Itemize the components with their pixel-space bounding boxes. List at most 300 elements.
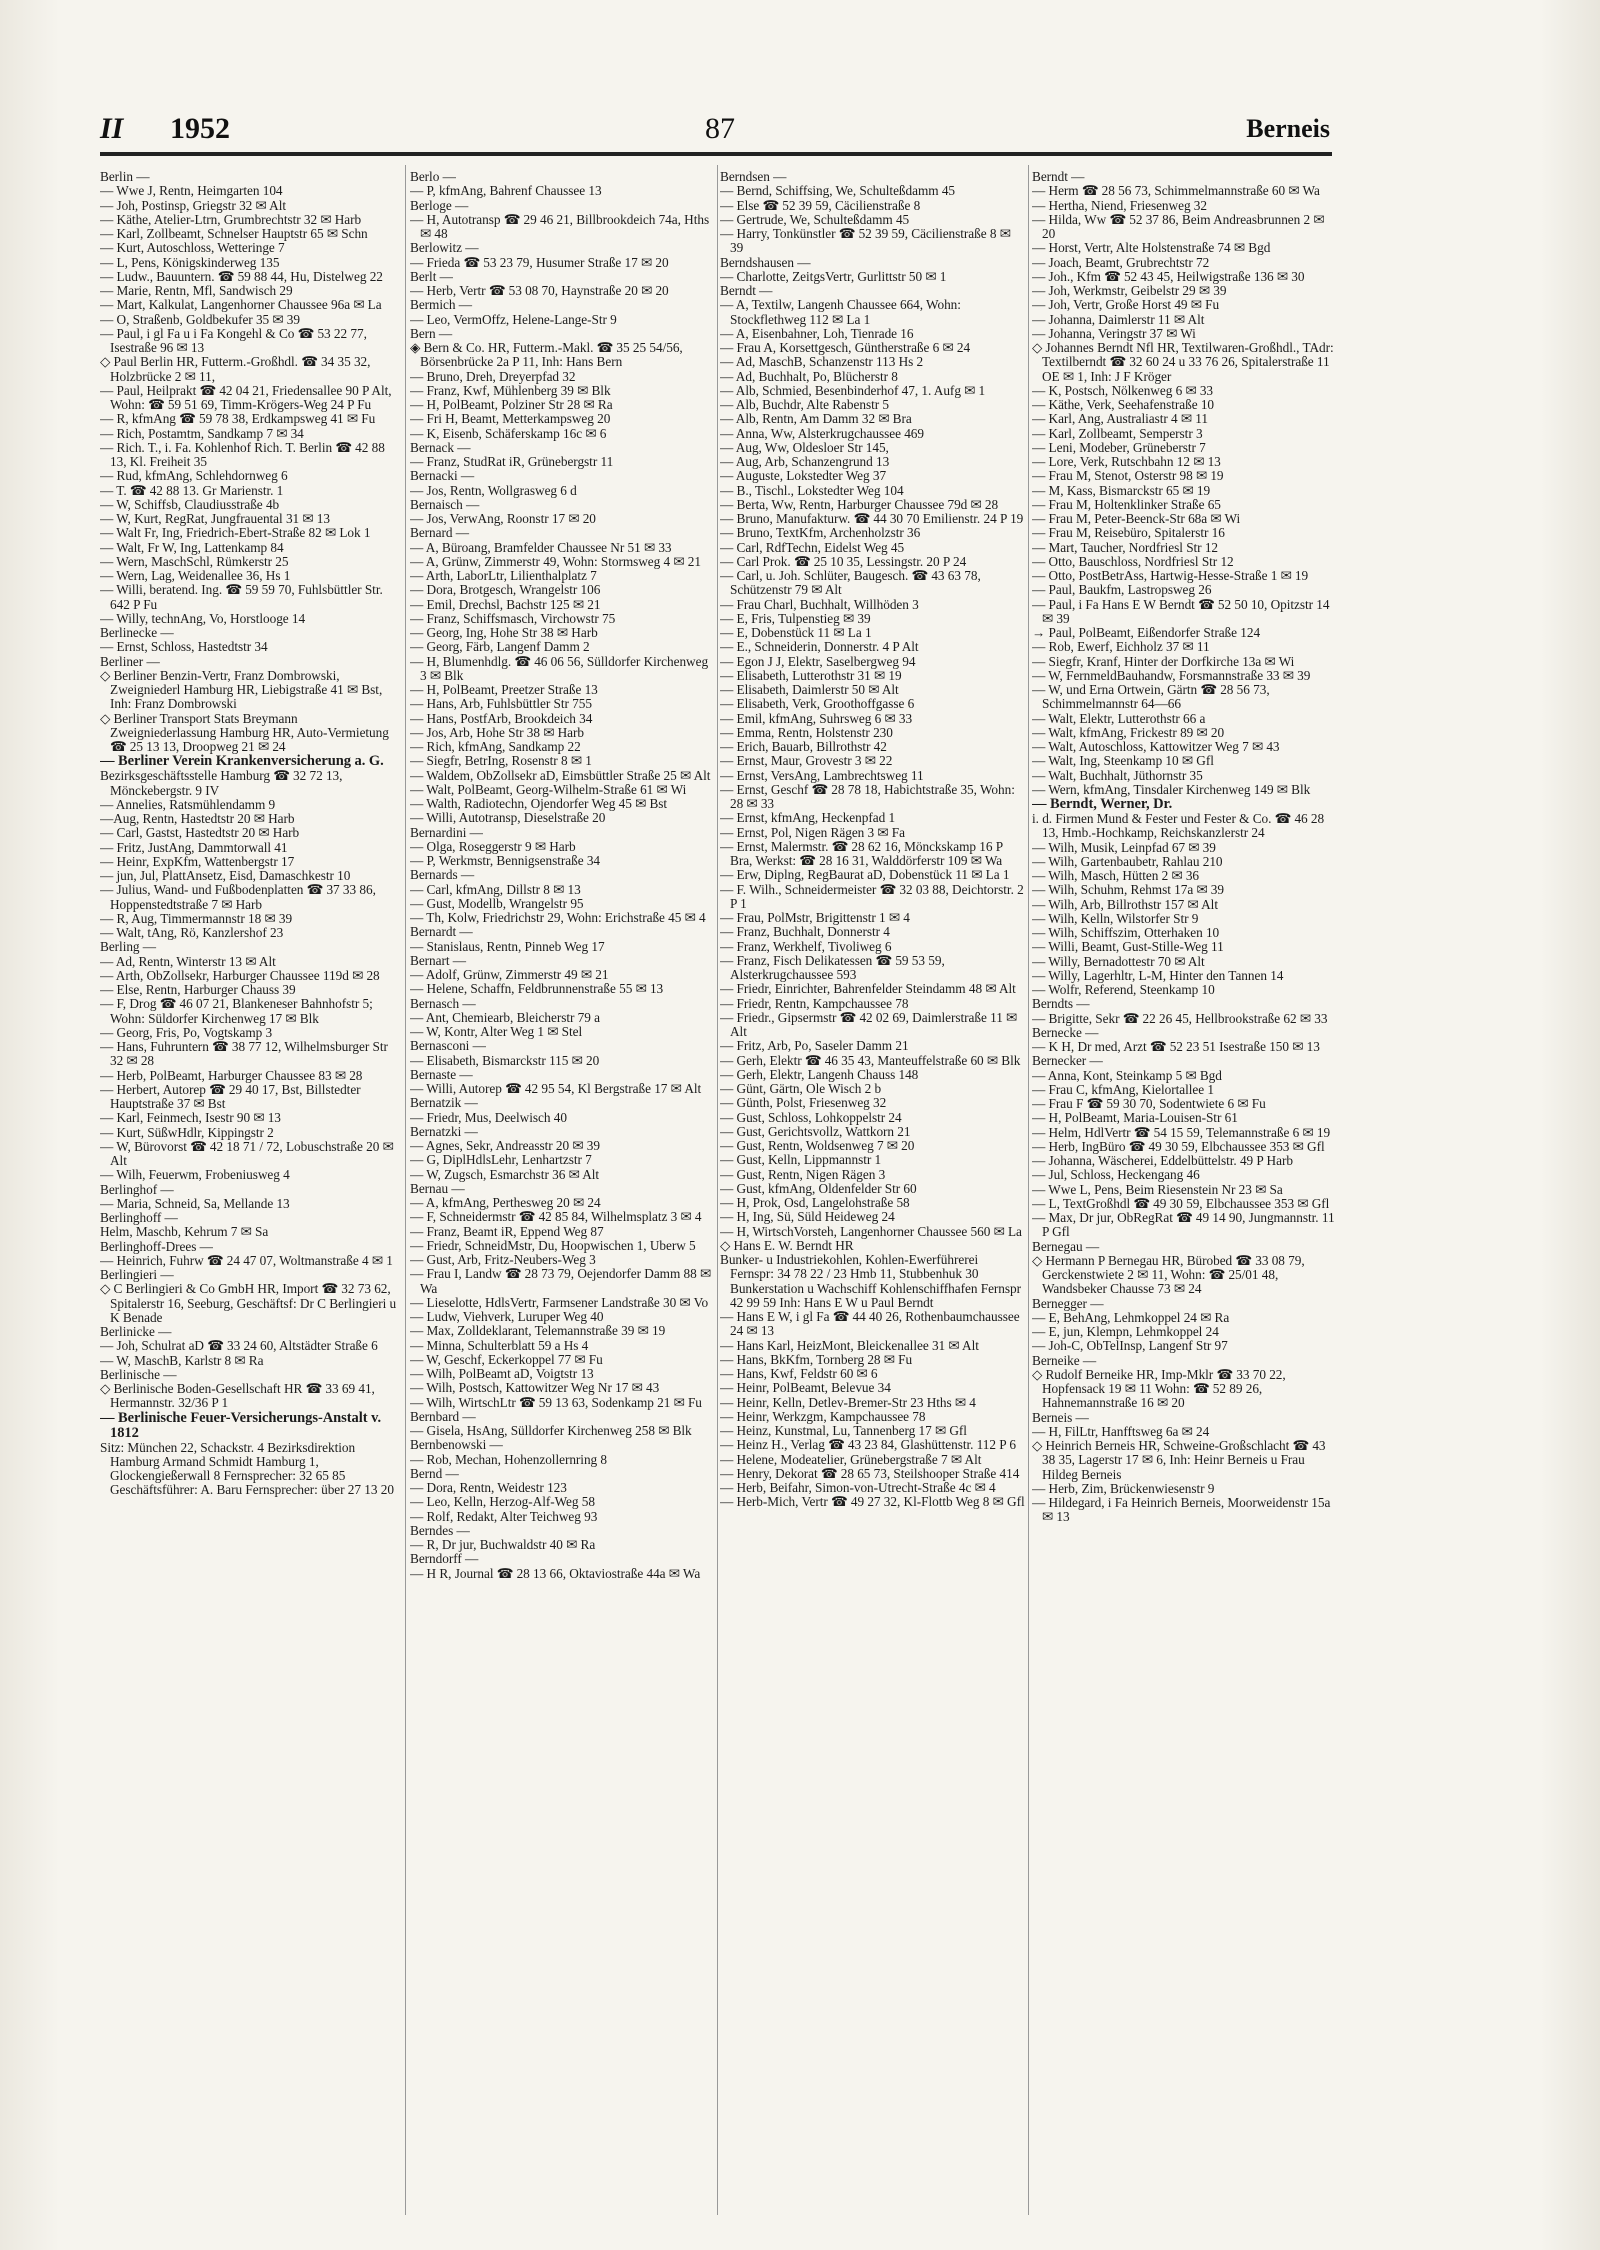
directory-entry: — Johanna, Veringstr 37 ✉ Wi — [1032, 325, 1196, 341]
directory-entry: — Auguste, Lokstedter Weg 37 — [720, 468, 887, 484]
directory-entry: — H R, Journal ☎ 28 13 66, Oktaviostraße 44a ✉ Wa — [410, 1565, 701, 1581]
directory-entry: — Walt, Elektr, Lutterothstr 66 a — [1032, 710, 1206, 726]
directory-entry: — Alb, Rentn, Am Damm 32 ✉ Bra — [720, 411, 912, 427]
directory-entry: — Karl, Ang, Australiastr 4 ✉ 11 — [1032, 411, 1208, 427]
directory-entry: — Elisabeth, Daimlerstr 50 ✉ Alt — [720, 682, 899, 697]
directory-entry: ◇ Berliner Benzin-Vertr, Franz Dombrowski, Zweigniederl Hamburg HR, Liebigstraße 41 ✉ Bst, Inh: Franz Dombrowski — [100, 667, 383, 712]
directory-entry: Bernart — — [410, 952, 467, 968]
directory-entry: — Jos, Rentn, Wollgrasweg 6 d — [410, 482, 577, 498]
directory-entry: Bernards — — [410, 867, 475, 883]
directory-entry: — Herm ☎ 28 56 73, Schimmelmannstraße 60 ✉ Wa — [1032, 183, 1320, 199]
header-rule — [100, 152, 1332, 156]
directory-entry: — Walt Fr, Ing, Friedrich-Ebert-Straße 82 ✉ Lok 1 — [100, 525, 371, 541]
directory-entry: — Frau A, Korsettgesch, Güntherstraße 6 ✉ 24 — [720, 340, 971, 355]
directory-entry: — Gertrude, We, Schulteßdamm 45 — [720, 211, 910, 227]
directory-entry: — Ad, Buchhalt, Po, Blücherstr 8 — [720, 368, 898, 384]
directory-entry: — Charlotte, ZeitgsVertr, Gurlittstr 50 ✉ 1 — [720, 268, 947, 284]
directory-entry: — Bruno, Dreh, Dreyerpfad 32 — [410, 368, 576, 384]
directory-entry: — H, Blumenhdlg. ☎ 46 06 56, Sülldorfer Kirchenweg 3 ✉ Blk — [410, 653, 709, 683]
directory-entry: — Frieda ☎ 53 23 79, Husumer Straße 17 ✉ 20 — [410, 254, 669, 270]
directory-entry: — Karl, Feinmech, Isestr 90 ✉ 13 — [100, 1110, 281, 1126]
directory-entry: Berlinghof — — [100, 1181, 174, 1197]
directory-entry: — G, DiplHdlsLehr, Lenhartzstr 7 — [410, 1152, 592, 1168]
directory-entry: Berndes — — [410, 1522, 470, 1538]
directory-entry: — Hans, PostfArb, Brookdeich 34 — [410, 710, 593, 726]
directory-entry: Bernack — — [410, 439, 471, 455]
directory-entry: — Wilh, Musik, Leinpfad 67 ✉ 39 — [1032, 839, 1216, 855]
directory-entry: — Walt, Buchhalt, Jüthornstr 35 — [1032, 767, 1203, 783]
directory-entry: — Franz, Beamt iR, Eppend Weg 87 — [410, 1223, 604, 1239]
directory-entry: — Bernd, Schiffsing, We, Schulteßdamm 45 — [720, 183, 956, 199]
directory-entry: — A, kfmAng, Perthesweg 20 ✉ 24 — [410, 1195, 601, 1210]
directory-entry: — R, kfmAng ☎ 59 78 38, Erdkampsweg 41 ✉ Fu — [100, 411, 376, 427]
directory-entry: — A, Textilw, Langenh Chaussee 664, Wohn: Stockflethweg 112 ✉ La 1 — [720, 297, 961, 327]
directory-entry: — Aug, Ww, Oldesloer Str 145, — [720, 439, 889, 455]
directory-entry: ◇ Paul Berlin HR, Futterm.-Großhdl. ☎ 34 35 32, Holzbrücke 2 ✉ 11, — [100, 354, 371, 384]
directory-entry: ◇ Rudolf Berneike HR, Imp-Mklr ☎ 33 70 22, Hopfensack 19 ✉ 11 Wohn: ☎ 52 89 26, Hahnemannstraße 16 ✉ 20 — [1032, 1366, 1286, 1411]
directory-entry: — Frau M, Peter-Beenck-Str 68a ✉ Wi — [1032, 511, 1241, 526]
directory-entry: — Georg, Ing, Hohe Str 38 ✉ Harb — [410, 625, 598, 640]
directory-entry: — Joh, Werkmstr, Geibelstr 29 ✉ 39 — [1032, 283, 1227, 298]
directory-entry: — R, Aug, Timmermannstr 18 ✉ 39 — [100, 910, 293, 926]
directory-entry: — Gust, Arb, Fritz-Neubers-Weg 3 — [410, 1252, 596, 1267]
directory-entry: — P, kfmAng, Bahrenf Chaussee 13 — [410, 183, 602, 199]
directory-entry: — Fritz, Arb, Po, Saseler Damm 21 — [720, 1038, 909, 1054]
directory-entry: Bernacki — — [410, 468, 475, 484]
directory-entry: — W, Geschf, Eckerkoppel 77 ✉ Fu — [410, 1351, 603, 1367]
directory-entry: — H, PolBeamt, Preetzer Straße 13 — [410, 682, 598, 697]
directory-entry: Berndsen — — [720, 170, 787, 184]
directory-entry: — Max, Zolldeklarant, Telemannstraße 39 ✉ 19 — [410, 1323, 666, 1339]
directory-entry: — Friedr, SchneidMstr, Du, Hoopwischen 1, Uberw 5 — [410, 1237, 696, 1253]
directory-entry: — E, Dobenstück 11 ✉ La 1 — [720, 625, 872, 640]
directory-entry: — W, Kurt, RegRat, Jungfrauental 31 ✉ 13 — [100, 511, 330, 526]
directory-entry: — Georg, Fris, Po, Vogtskamp 3 — [100, 1024, 273, 1040]
directory-entry: — Käthe, Verk, Seehafenstraße 10 — [1032, 397, 1215, 412]
directory-entry: — Willy, Bernadottestr 70 ✉ Alt — [1032, 953, 1205, 969]
directory-entry: i. d. Firmen Mund & Fester und Fester & Co. ☎ 46 28 13, Hmb.-Hochkamp, Reichskanzlerstr 24 — [1032, 811, 1325, 841]
directory-entry: Berndorff — — [410, 1551, 479, 1567]
directory-entry: — P, Werkmstr, Bennigsenstraße 34 — [410, 853, 601, 868]
directory-entry: — Frau, PolMstr, Brigittenstr 1 ✉ 4 — [720, 910, 910, 925]
directory-entry: ◇ C Berlingieri & Co GmbH HR, Import ☎ 32 73 62, Spitalerstr 16, Seeburg, Geschäftsf: Dr C Berlingieri u K Benade — [100, 1281, 397, 1325]
directory-entry: — Carl, RdfTechn, Eidelst Weg 45 — [720, 539, 905, 555]
directory-entry: — Brigitte, Sekr ☎ 22 26 45, Hellbrookstraße 62 ✉ 33 — [1032, 1010, 1328, 1026]
directory-entry: — Heinr, ExpKfm, Wattenbergstr 17 — [100, 853, 295, 869]
directory-entry: — Franz, Schiffsmasch, Virchowstr 75 — [410, 610, 616, 626]
directory-entry: Bezirksgeschäftsstelle Hamburg ☎ 32 72 13, Mönckebergstr. 9 IV — [100, 768, 343, 798]
directory-entry: — Gust, Gerichtsvollz, Wattkorn 21 — [720, 1123, 911, 1139]
column-divider — [717, 165, 718, 2215]
directory-entry: — Elisabeth, Bismarckstr 115 ✉ 20 — [410, 1052, 600, 1068]
directory-entry: — Wwe L, Pens, Beim Riesenstein Nr 23 ✉ Sa — [1032, 1181, 1283, 1197]
directory-entry: — Wilh, Kelln, Wilstorfer Str 9 — [1032, 910, 1199, 926]
directory-entry: — K H, Dr med, Arzt ☎ 52 23 51 Isestraße 150 ✉ 13 — [1032, 1039, 1320, 1054]
directory-entry: — Arth, ObZollsekr, Harburger Chaussee 119d ✉ 28 — [100, 967, 380, 983]
directory-entry: — Johanna, Wäscherei, Eddelbüttelstr. 49 P Harb — [1032, 1153, 1293, 1168]
directory-entry: — Günth, Polst, Friesenweg 32 — [720, 1095, 887, 1111]
directory-entry: Bernau — — [410, 1180, 465, 1196]
directory-entry: — Wilh, PolBeamt aD, Voigtstr 13 — [410, 1366, 594, 1381]
directory-entry: Bermich — — [410, 297, 472, 313]
directory-entry: Berlowitz — — [410, 240, 479, 256]
directory-entry: — Willy, Lagerhltr, L-M, Hinter den Tannen 14 — [1032, 967, 1284, 983]
directory-entry: — Friedr., Gipsermstr ☎ 42 02 69, Daimlerstraße 11 ✉ Alt — [720, 1009, 1018, 1039]
directory-entry: — Leo, VermOffz, Helene-Lange-Str 9 — [410, 311, 617, 327]
directory-entry: — Franz, Kwf, Mühlenberg 39 ✉ Blk — [410, 382, 611, 398]
directory-entry: Bernardini — — [410, 824, 483, 840]
directory-entry: ◇ Johannes Berndt Nfl HR, Textilwaren-Großhdl., TAdr: Textilberndt ☎ 32 60 24 u 33 76 26, Spitalerstraße 11 OE ✉ 1, Inh: J F Kröger — [1032, 340, 1334, 384]
directory-entry: — Maria, Schneid, Sa, Mellande 13 — [100, 1195, 290, 1211]
directory-entry: — Hildegard, i Fa Heinrich Berneis, Moorweidenstr 15a ✉ 13 — [1032, 1495, 1331, 1525]
directory-entry: — Willi, beratend. Ing. ☎ 59 59 70, Fuhlsbüttler Str. 642 P Fu — [100, 582, 383, 612]
directory-entry: ◈ Bern & Co. HR, Futterm.-Makl. ☎ 35 25 54/56, Börsenbrücke 2a P 11, Inh: Hans Bern — [410, 340, 683, 370]
directory-entry: — Rob, Ewerf, Eichholz 37 ✉ 11 — [1032, 639, 1210, 655]
directory-entry: — Gerh, Elektr ☎ 46 35 43, Manteuffelstraße 60 ✉ Blk — [720, 1052, 1021, 1068]
directory-entry: — M, Kass, Bismarckstr 65 ✉ 19 — [1032, 482, 1211, 498]
directory-entry: — Wern, Lag, Weidenallee 36, Hs 1 — [100, 568, 291, 583]
directory-entry: — Käthe, Atelier-Ltrn, Grumbrechtstr 32 ✉ Harb — [100, 211, 362, 227]
directory-entry: — Frau C, kfmAng, Kielortallee 1 — [1032, 1081, 1214, 1097]
directory-entry: — Rich, Postamtm, Sandkamp 7 ✉ 34 — [100, 425, 304, 441]
directory-entry: — Karl, Zollbeamt, Schnelser Hauptstr 65 ✉ Schn — [100, 226, 368, 241]
directory-entry: — W, Zugsch, Esmarchstr 36 ✉ Alt — [410, 1166, 600, 1182]
directory-entry: — Franz, Buchhalt, Donnerstr 4 — [720, 924, 890, 940]
directory-entry: — Frau Charl, Buchhalt, Willhöden 3 — [720, 596, 919, 612]
directory-entry: — E, BehAng, Lehmkoppel 24 ✉ Ra — [1032, 1309, 1230, 1325]
directory-entry: — Mart, Kalkulat, Langenhorner Chaussee 96a ✉ La — [100, 297, 382, 313]
directory-entry: Bernecker — — [1032, 1053, 1103, 1069]
volume-label: II — [100, 112, 124, 145]
directory-entry: — Rob, Mechan, Hohenzollernring 8 — [410, 1451, 608, 1467]
directory-entry: — H, PolBeamt, Polziner Str 28 ✉ Ra — [410, 397, 613, 412]
directory-entry: Berling — — [100, 939, 157, 955]
directory-entry: — H, WirtschVorsteh, Langenhorner Chaussee 560 ✉ La — [720, 1223, 1022, 1239]
directory-entry: — Berlinische Feuer-Versicherungs-Anstalt v. 1812 — [100, 1409, 382, 1441]
directory-entry: — Frau F ☎ 59 30 70, Sodentwiete 6 ✉ Fu — [1032, 1096, 1266, 1111]
directory-entry: — Emil, kfmAng, Suhrsweg 6 ✉ 33 — [720, 710, 913, 726]
directory-entry: — Rich. T., i. Fa. Kohlenhof Rich. T. Berlin ☎ 42 88 13, Kl. Freiheit 35 — [100, 439, 385, 469]
directory-column-2 — [410, 170, 715, 2200]
directory-entry: — Stanislaus, Rentn, Pinneb Weg 17 — [410, 938, 605, 954]
directory-entry: — Erich, Bauarb, Billrothstr 42 — [720, 739, 887, 754]
directory-entry: — E, jun, Klempn, Lehmkoppel 24 — [1032, 1324, 1219, 1339]
directory-entry: Berlinische — — [100, 1366, 177, 1382]
directory-entry: — E., Schneiderin, Donnerstr. 4 P Alt — [720, 639, 919, 655]
directory-entry: — Wilh, Postsch, Kattowitzer Weg Nr 17 ✉ 43 — [410, 1380, 660, 1396]
directory-entry: — Ludw., Bauuntern. ☎ 59 88 44, Hu, Distelweg 22 — [100, 268, 383, 284]
directory-entry: — K, Postsch, Nölkenweg 6 ✉ 33 — [1032, 382, 1214, 398]
directory-entry: — Otto, PostBetrAss, Hartwig-Hesse-Straße 1 ✉ 19 — [1032, 568, 1309, 583]
directory-entry: — Julius, Wand- und Fußbodenplatten ☎ 37 33 86, Hoppenstedtstraße 7 ✉ Harb — [100, 882, 376, 912]
directory-entry: — Olga, Roseggerstr 9 ✉ Harb — [410, 838, 576, 854]
directory-entry: — Wilh, Schuhm, Rehmst 17a ✉ 39 — [1032, 882, 1225, 898]
directory-entry: — Helm, HdlVertr ☎ 54 15 59, Telemannstraße 6 ✉ 19 — [1032, 1124, 1331, 1140]
directory-entry: Bernasconi — — [410, 1038, 486, 1054]
directory-entry: — Ad, Rentn, Winterstr 13 ✉ Alt — [100, 953, 276, 969]
directory-entry: — W, Bürovorst ☎ 42 18 71 / 72, Lobuschstraße 20 ✉ Alt — [100, 1138, 394, 1168]
directory-entry: — Karl, Zollbeamt, Semperstr 3 — [1032, 425, 1203, 441]
directory-entry: Berlo — — [410, 170, 456, 184]
directory-entry: — Leni, Modeber, Grüneberstr 7 — [1032, 439, 1206, 455]
directory-entry: — F, Schneidermstr ☎ 42 85 84, Wilhelmsplatz 3 ✉ 4 — [410, 1209, 702, 1225]
directory-entry: Bernatzik — — [410, 1095, 478, 1111]
directory-entry: — Herb, Beifahr, Simon-von-Utrecht-Straße 4c ✉ 4 — [720, 1480, 996, 1495]
directory-entry: — Alb, Buchdr, Alte Rabenstr 5 — [720, 397, 889, 412]
directory-entry: — Frau I, Landw ☎ 28 73 79, Oejendorfer Damm 88 ✉ Wa — [410, 1266, 712, 1296]
directory-entry: — Bruno, TextKfm, Archenholzstr 36 — [720, 525, 921, 541]
directory-entry: — Kurt, Autoschloss, Wetteringe 7 — [100, 240, 285, 256]
directory-entry: — Minna, Schulterblatt 59 a Hs 4 — [410, 1337, 589, 1353]
directory-entry: Bernbenowski — — [410, 1437, 503, 1453]
directory-entry: — Herb, Zim, Brückenwiesenstr 9 — [1032, 1480, 1215, 1496]
directory-entry: ◇ Hans E. W. Berndt HR — [720, 1237, 854, 1253]
directory-entry: — Ernst, Geschf ☎ 28 78 18, Habichtstraße 35, Wohn: 28 ✉ 33 — [720, 781, 1015, 811]
directory-entry: Bernegger — — [1032, 1295, 1104, 1311]
directory-entry: — Johanna, Daimlerstr 11 ✉ Alt — [1032, 311, 1205, 327]
directory-entry: — Herb, Vertr ☎ 53 08 70, Haynstraße 20 ✉ 20 — [410, 283, 669, 298]
directory-entry: — Willi, Autorep ☎ 42 95 54, Kl Bergstraße 17 ✉ Alt — [410, 1081, 702, 1096]
directory-entry: — Paul, Baukfm, Lastropsweg 26 — [1032, 582, 1212, 598]
directory-entry: — Gust, Schloss, Lohkoppelstr 24 — [720, 1109, 902, 1125]
directory-entry: Berlin — — [100, 170, 150, 184]
directory-entry: — Waldem, ObZollsekr aD, Eimsbüttler Straße 25 ✉ Alt — [410, 767, 711, 783]
directory-column-1 — [100, 170, 400, 2200]
directory-entry: — Walt, tAng, Rö, Kanzlershof 23 — [100, 925, 284, 940]
directory-entry: — H, Prok, Osd, Langelohstraße 58 — [720, 1195, 910, 1210]
directory-entry: — Emil, Drechsl, Bachstr 125 ✉ 21 — [410, 596, 601, 612]
directory-entry: Bunker- u Industriekohlen, Kohlen-Ewerführerei Fernspr: 34 78 22 / 23 Hmb 11, Stubbenhuk 30 Bunkerstation u Wachschiff Kohlenschiffhafen Fernspr 42 99 59 Inh: Hans E W u Paul Berndt — [720, 1252, 1022, 1310]
directory-entry: — W, Schiffsb, Claudiusstraße 4b — [100, 496, 280, 512]
directory-entry: — Joh, Vertr, Große Horst 49 ✉ Fu — [1032, 297, 1220, 313]
directory-entry: — Jos, VerwAng, Roonstr 17 ✉ 20 — [410, 511, 596, 526]
directory-entry: — Annelies, Ratsmühlendamm 9 — [100, 796, 276, 812]
directory-entry: — Wilh, WirtschLtr ☎ 59 13 63, Sodenkamp 21 ✉ Fu — [410, 1394, 702, 1410]
directory-entry: — Berndt, Werner, Dr. — [1032, 796, 1173, 812]
directory-entry: — Hilda, Ww ☎ 52 37 86, Beim Andreasbrunnen 2 ✉ 20 — [1032, 211, 1325, 241]
directory-entry: — Ernst, Malermstr. ☎ 28 62 16, Mönckskamp 16 P Bra, Werkst: ☎ 28 16 31, Walddörferstr 109 ✉ Wa — [720, 838, 1003, 868]
directory-entry: — K, Eisenb, Schäferskamp 16c ✉ 6 — [410, 425, 607, 441]
directory-entry: — Joh, Postinsp, Griegstr 32 ✉ Alt — [100, 197, 287, 213]
directory-entry: — Egon J J, Elektr, Saselbergweg 94 — [720, 653, 916, 669]
directory-entry: — Max, Dr jur, ObRegRat ☎ 49 14 90, Jungmannstr. 11 P Gfl — [1032, 1210, 1335, 1240]
directory-entry: — Wwe J, Rentn, Heimgarten 104 — [100, 183, 283, 199]
directory-entry: — Herbert, Autorep ☎ 29 40 17, Bst, Billstedter Hauptstraße 37 ✉ Bst — [100, 1081, 361, 1111]
directory-entry: — Gisela, HsAng, Sülldorfer Kirchenweg 258 ✉ Blk — [410, 1423, 692, 1438]
directory-entry: — Gust, Modellb, Wrangelstr 95 — [410, 895, 584, 911]
directory-entry: — Franz, Fisch Delikatessen ☎ 59 53 59, Alsterkrugchaussee 593 — [720, 952, 945, 982]
directory-entry: — Herb, IngBüro ☎ 49 30 59, Elbchaussee 353 ✉ Gfl — [1032, 1138, 1325, 1154]
directory-entry: — Heinr, Kelln, Detlev-Bremer-Str 23 Hths ✉ 4 — [720, 1394, 976, 1410]
directory-column-4 — [1032, 170, 1337, 2200]
directory-entry: — Wilh, Feuerwm, Frobeniusweg 4 — [100, 1167, 290, 1183]
directory-entry: — Walth, Radiotechn, Ojendorfer Weg 45 ✉ Bst — [410, 796, 668, 811]
directory-entry: — Hans, BkKfm, Tornberg 28 ✉ Fu — [720, 1351, 913, 1367]
directory-entry: — Harry, Tonkünstler ☎ 52 39 59, Cäcilienstraße 8 ✉ 39 — [720, 226, 1011, 256]
directory-entry: — Hans E W, i gl Fa ☎ 44 40 26, Rothenbaumchaussee 24 ✉ 13 — [720, 1309, 1020, 1339]
directory-entry: — Ernst, kfmAng, Heckenpfad 1 — [720, 810, 896, 826]
directory-entry: — Ernst, Pol, Nigen Rägen 3 ✉ Fa — [720, 824, 905, 840]
directory-entry: — Willy, technAng, Vo, Horstlooge 14 — [100, 610, 306, 626]
directory-entry: — Franz, StudRat iR, Grünebergstr 11 — [410, 454, 614, 469]
directory-entry: — Horst, Vertr, Alte Holstenstraße 74 ✉ Bgd — [1032, 240, 1271, 256]
directory-entry: — A, Eisenbahner, Loh, Tienrade 16 — [720, 325, 914, 341]
directory-entry: — Aug, Arb, Schanzengrund 13 — [720, 454, 890, 469]
directory-entry: Bernard — — [410, 525, 469, 541]
directory-entry: — Th, Kolw, Friedrichstr 29, Wohn: Erichstraße 45 ✉ 4 — [410, 910, 706, 925]
directory-entry: — jun, Jul, PlattAnsetz, Eisd, Damaschkestr 10 — [100, 868, 351, 883]
directory-entry: — Helene, Modeatelier, Grünebergstraße 7 ✉ Alt — [720, 1451, 982, 1467]
directory-entry: — Siegfr, BetrIng, Rosenstr 8 ✉ 1 — [410, 753, 592, 769]
directory-entry: — Marie, Rentn, Mfl, Sandwisch 29 — [100, 283, 293, 298]
directory-entry: — Gust, Rentn, Nigen Rägen 3 — [720, 1166, 886, 1182]
directory-entry: — Joh-C, ObTelInsp, Langenf Str 97 — [1032, 1338, 1228, 1354]
directory-entry: — Rich, kfmAng, Sandkamp 22 — [410, 739, 581, 754]
directory-entry: — Gust, Rentn, Woldsenweg 7 ✉ 20 — [720, 1138, 915, 1153]
directory-entry: Bernbard — — [410, 1408, 476, 1424]
directory-entry: — Hans Karl, HeizMont, Bleickenallee 31 ✉ Alt — [720, 1337, 979, 1353]
directory-entry: — E, Fris, Tulpenstieg ✉ 39 — [720, 610, 871, 626]
directory-entry: Berneike — — [1032, 1352, 1097, 1368]
directory-entry: — Gust, Kelln, Lippmannstr 1 — [720, 1152, 882, 1168]
directory-entry: — Dora, Brotgesch, Wrangelstr 106 — [410, 582, 601, 598]
directory-entry: — B., Tischl., Lokstedter Weg 104 — [720, 482, 904, 498]
directory-entry: — Friedr, Mus, Deelwisch 40 — [410, 1109, 567, 1125]
directory-entry: — Else ☎ 52 39 59, Cäcilienstraße 8 — [720, 197, 921, 213]
directory-entry: Berliner — — [100, 653, 160, 669]
page-number: 87 — [705, 112, 735, 145]
directory-entry: — Emma, Rentn, Holstenstr 230 — [720, 724, 893, 740]
directory-entry: — H, FilLtr, Hanfftsweg 6a ✉ 24 — [1032, 1423, 1210, 1439]
directory-entry: — Franz, Werkhelf, Tivoliweg 6 — [720, 938, 892, 954]
directory-entry: — Hans, Arb, Fuhlsbüttler Str 755 — [410, 696, 592, 712]
directory-entry: — Hertha, Niend, Friesenweg 32 — [1032, 197, 1208, 213]
directory-entry: — Elisabeth, Lutterothstr 31 ✉ 19 — [720, 667, 902, 683]
directory-entry: Berlt — — [410, 268, 453, 284]
directory-entry: Berlinicke — — [100, 1324, 172, 1339]
directory-entry: — Walt, PolBeamt, Georg-Wilhelm-Straße 61 ✉ Wi — [410, 781, 687, 797]
directory-entry: — H, Ing, Sü, Süld Heideweg 24 — [720, 1209, 895, 1225]
directory-entry: — Jos, Arb, Hohe Str 38 ✉ Harb — [410, 724, 584, 740]
directory-entry: — A, Büroang, Bramfelder Chaussee Nr 51 ✉ 33 — [410, 539, 672, 555]
directory-entry: — Joach, Beamt, Grubrechtstr 72 — [1032, 254, 1210, 270]
directory-entry: — Bruno, Manufakturw. ☎ 44 30 70 Emilienstr. 24 P 19 — [720, 511, 1024, 526]
directory-entry: Berndt — — [1032, 170, 1085, 184]
directory-entry: — Elisabeth, Verk, Groothoffgasse 6 — [720, 696, 915, 712]
directory-entry: — Rolf, Redakt, Alter Teichweg 93 — [410, 1508, 598, 1524]
directory-entry: Berndts — — [1032, 996, 1090, 1012]
directory-entry: — Paul, i gl Fa u i Fa Kongehl & Co ☎ 53 22 77, Isestraße 96 ✉ 13 — [100, 325, 367, 355]
directory-entry: Berloge — — [410, 197, 469, 213]
directory-entry: — Wern, kfmAng, Tinsdaler Kirchenweg 149 ✉ Blk — [1032, 781, 1311, 797]
directory-entry: — L, Pens, Königskinderweg 135 — [100, 254, 280, 270]
directory-entry: — Günt, Gärtn, Ole Wisch 2 b — [720, 1081, 882, 1096]
directory-entry: — Joh, Schulrat aD ☎ 33 24 60, Altstädter Straße 6 — [100, 1338, 378, 1354]
directory-entry: — Willi, Beamt, Gust-Stille-Weg 11 — [1032, 939, 1224, 955]
directory-entry: — Willi, Autotransp, Dieselstraße 20 — [410, 810, 606, 826]
directory-entry: Bernasch — — [410, 995, 476, 1011]
directory-entry: Berneis — — [1032, 1409, 1089, 1425]
directory-entry: — Fritz, JustAng, Dammtorwall 41 — [100, 839, 288, 855]
directory-entry: —Aug, Rentn, Hastedtstr 20 ✉ Harb — [100, 811, 295, 826]
directory-entry: Sitz: München 22, Schackstr. 4 Bezirksdirektion Hamburg Armand Schmidt Hamburg 1, Glockengießerwall 8 Fernsprecher: 32 65 85 Geschäftsführer: A. Baru Fernsprecher: über 27 13 20 — [100, 1439, 394, 1498]
directory-entry: — Heinz H., Verlag ☎ 43 23 84, Glashüttenstr. 112 P 6 — [720, 1437, 1016, 1453]
directory-entry: Berlingieri — — [100, 1267, 174, 1282]
column-divider — [1028, 165, 1029, 2215]
directory-entry: — Georg, Färb, Langenf Damm 2 — [410, 639, 590, 655]
directory-entry: — Arth, LaborLtr, Lilienthalplatz 7 — [410, 568, 597, 583]
directory-entry: — Anna, Ww, Alsterkrugchaussee 469 — [720, 425, 924, 441]
directory-entry: — Gerh, Elektr, Langenh Chauss 148 — [720, 1066, 919, 1082]
directory-column-3 — [720, 170, 1025, 2200]
directory-entry: — Wilh, Gartenbaubetr, Rahlau 210 — [1032, 853, 1223, 869]
directory-entry: — Berta, Ww, Rentn, Harburger Chaussee 79d ✉ 28 — [720, 496, 999, 512]
directory-entry: — Rud, kfmAng, Schlehdornweg 6 — [100, 468, 288, 484]
directory-entry: — Wilh, Masch, Hütten 2 ✉ 36 — [1032, 868, 1200, 883]
year-label: 1952 — [170, 112, 230, 145]
directory-entry: — Helene, Schaffn, Feldbrunnenstraße 55 ✉ 13 — [410, 981, 664, 997]
directory-entry: — Leo, Kelln, Herzog-Alf-Weg 58 — [410, 1494, 595, 1510]
directory-entry: — Ernst, Maur, Grovestr 3 ✉ 22 — [720, 753, 893, 769]
directory-entry: Bernaisch — — [410, 496, 480, 512]
directory-entry: Berndt — — [720, 283, 773, 298]
page-header — [100, 112, 1330, 148]
directory-entry: — Friedr, Rentn, Kampchaussee 78 — [720, 995, 909, 1011]
directory-entry: — Frau M, Holtenklinker Straße 65 — [1032, 496, 1221, 512]
directory-entry: — L, TextGroßhdl ☎ 49 30 59, Elbchaussee 353 ✉ Gfl — [1032, 1195, 1330, 1211]
directory-entry: — Carl Prok. ☎ 25 10 35, Lessingstr. 20 P 24 — [720, 553, 967, 569]
directory-entry: — Frau M, Stenot, Osterstr 98 ✉ 19 — [1032, 468, 1224, 484]
directory-entry: — Herb, PolBeamt, Harburger Chaussee 83 ✉ 28 — [100, 1067, 363, 1083]
directory-entry: — W, FernmeldBauhandw, Forsmannstraße 33 ✉ 39 — [1032, 667, 1311, 683]
directory-entry: ◇ Berlinische Boden-Gesellschaft HR ☎ 33 69 41, Hermannstr. 32/36 P 1 — [100, 1381, 375, 1411]
directory-entry: — F, Drog ☎ 46 07 21, Blankeneser Bahnhofstr 5; Wohn: Süldorfer Kirchenweg 17 ✉ Blk — [100, 996, 373, 1026]
directory-entry: — Lore, Verk, Rutschbahn 12 ✉ 13 — [1032, 454, 1221, 469]
directory-entry: — Paul, Heilprakt ☎ 42 04 21, Friedensallee 90 P Alt, Wohn: ☎ 59 51 69, Timm-Krögers-Weg 24 P Fu — [100, 382, 392, 412]
directory-entry: — Siegfr, Kranf, Hinter der Dorfkirche 13a ✉ Wi — [1032, 653, 1295, 669]
directory-entry: — Else, Rentn, Harburger Chauss 39 — [100, 982, 296, 997]
directory-entry: — Dora, Rentn, Weidestr 123 — [410, 1480, 567, 1495]
directory-entry: — Ludw, Viehverk, Luruper Weg 40 — [410, 1309, 604, 1324]
directory-entry: — Lieselotte, HdlsVertr, Farmsener Landstraße 30 ✉ Vo — [410, 1294, 709, 1310]
running-head: Berneis — [1246, 114, 1330, 143]
directory-entry: Bernd — — [410, 1465, 459, 1481]
directory-entry: Berlinghoff-Drees — — [100, 1238, 213, 1254]
directory-entry: — W, und Erna Ortwein, Gärtn ☎ 28 56 73, Schimmelmannstr 64—66 — [1032, 682, 1270, 712]
directory-entry: — Heinrich, Fuhrw ☎ 24 47 07, Woltmanstraße 4 ✉ 1 — [100, 1252, 393, 1268]
directory-entry: Bernaste — — [410, 1066, 473, 1082]
directory-entry: — Henry, Dekorat ☎ 28 65 73, Steilshooper Straße 414 — [720, 1465, 1020, 1481]
directory-entry: Bernecke — — [1032, 1024, 1099, 1040]
directory-entry: — Alb, Schmied, Besenbinderhof 47, 1. Aufg ✉ 1 — [720, 382, 986, 398]
directory-entry: — Walt, kfmAng, Frickestr 89 ✉ 20 — [1032, 724, 1225, 740]
directory-entry: — Jul, Schloss, Heckengang 46 — [1032, 1167, 1200, 1183]
directory-entry: — Joh., Kfm ☎ 52 43 45, Heilwigstraße 136 ✉ 30 — [1032, 268, 1305, 284]
directory-entry: — Fri H, Beamt, Metterkampsweg 20 — [410, 411, 611, 427]
directory-entry: — H, PolBeamt, Maria-Louisen-Str 61 — [1032, 1110, 1238, 1126]
directory-entry: — R, Dr jur, Buchwaldstr 40 ✉ Ra — [410, 1537, 596, 1552]
directory-entry: — Ad, MaschB, Schanzenstr 113 Hs 2 — [720, 354, 924, 370]
directory-entry: ◇ Berliner Transport Stats Breymann Zweigniederlassung Hamburg HR, Auto-Vermietung ☎ 25 13 13, Droopweg 21 ✉ 24 — [100, 710, 389, 754]
directory-entry: — F. Wilh., Schneidermeister ☎ 32 03 88, Deichtorstr. 2 P 1 — [720, 881, 1024, 911]
directory-entry: — Walt, Ing, Steenkamp 10 ✉ Gfl — [1032, 753, 1214, 769]
directory-entry: Bernardt — — [410, 924, 473, 940]
directory-entry: — Herb-Mich, Vertr ☎ 49 27 32, Kl-Flottb Weg 8 ✉ Gfl — [720, 1494, 1025, 1510]
directory-entry: — O, Straßenb, Goldbekufer 35 ✉ 39 — [100, 311, 300, 327]
directory-entry: — W, MaschB, Karlstr 8 ✉ Ra — [100, 1352, 264, 1368]
directory-entry: — Walt, Autoschloss, Kattowitzer Weg 7 ✉ 43 — [1032, 739, 1280, 754]
directory-entry: — Wilh, Arb, Billrothstr 157 ✉ Alt — [1032, 896, 1218, 912]
